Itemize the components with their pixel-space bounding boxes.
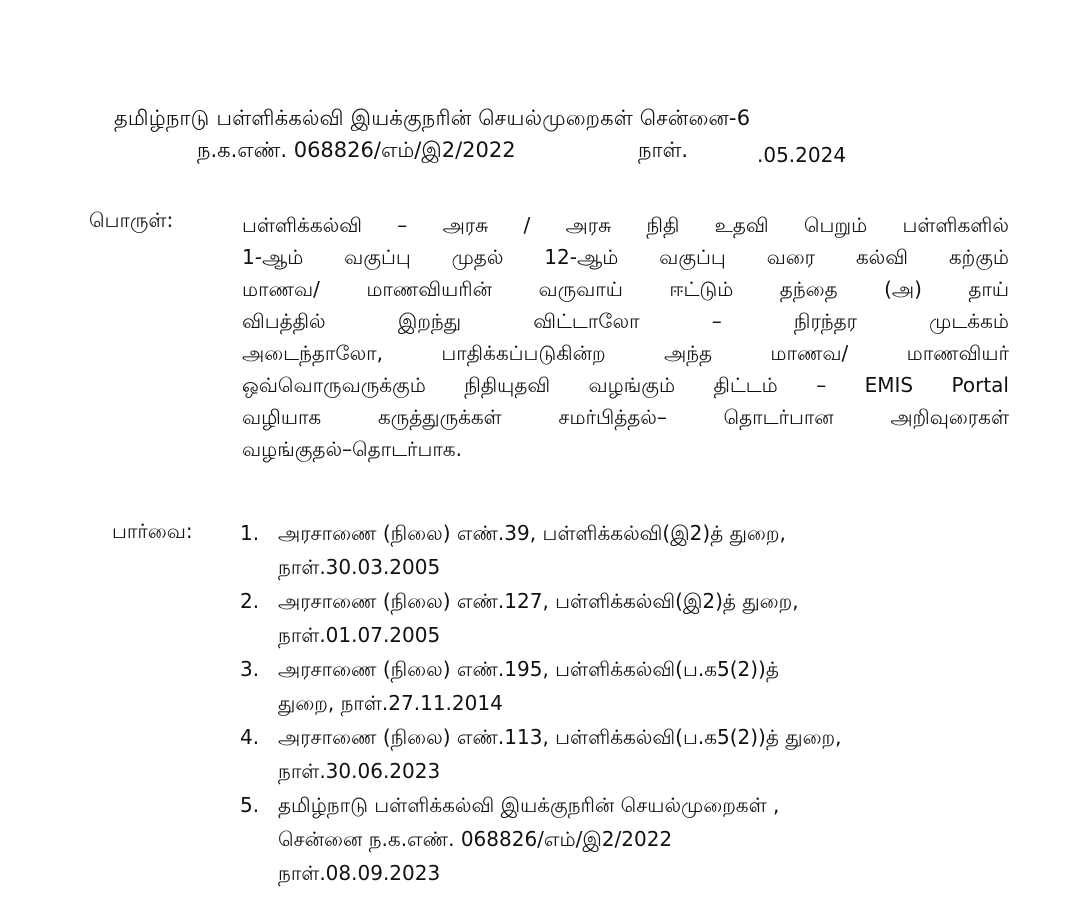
subject-line: வழியாக கருத்துருக்கள் சமர்பித்தல்– தொடர்பான அறிவுரைகள் xyxy=(242,405,1009,429)
reference-date: நாள்.01.07.2005 xyxy=(278,623,441,647)
reference-text: அரசாணை (நிலை) எண்.195, பள்ளிக்கல்வி(ப.க5(2))த் xyxy=(278,657,779,681)
reference-item xyxy=(240,721,1030,789)
subject-line: பள்ளிக்கல்வி – அரசு / அரசு நிதி உதவி பெறும் பள்ளிகளில் xyxy=(242,213,1009,237)
office-title: தமிழ்நாடு பள்ளிக்கல்வி இயக்குநரின் செயல்முறைகள் சென்னை-6 xyxy=(114,106,751,130)
subject-line: 1-ஆம் வகுப்பு முதல் 12-ஆம் வகுப்பு வரை கல்வி கற்கும் xyxy=(242,245,1009,269)
reference-text: அரசாணை (நிலை) எண்.127, பள்ளிக்கல்வி(இ2)த் துறை, xyxy=(278,589,799,613)
subject-text xyxy=(242,209,1009,465)
reference-number: ந.க.எண். 068826/எம்/இ2/2022 xyxy=(197,138,516,162)
reference-number-label: 2. xyxy=(240,589,260,613)
subject-label: பொருள்: xyxy=(89,208,174,232)
reference-text-continued: சென்னை ந.க.எண். 068826/எம்/இ2/2022 xyxy=(278,827,673,851)
subject-line: விபத்தில் இறந்து விட்டாலோ – நிரந்தர முடக்கம் xyxy=(242,309,1009,333)
reference-date: நாள்.30.06.2023 xyxy=(278,759,441,783)
reference-item xyxy=(240,517,1030,585)
reference-number-label: 5. xyxy=(240,793,260,817)
subject-line: ஒவ்வொருவருக்கும் நிதியுதவி வழங்கும் திட்டம் – EMIS Portal xyxy=(242,373,1009,397)
reference-date: துறை, நாள்.27.11.2014 xyxy=(278,691,503,715)
reference-text: தமிழ்நாடு பள்ளிக்கல்வி இயக்குநரின் செயல்முறைகள் , xyxy=(278,793,780,817)
reference-item xyxy=(240,653,1030,721)
references-label: பார்வை: xyxy=(112,519,193,543)
date-label: நாள். xyxy=(638,138,689,162)
references-list xyxy=(240,517,1030,899)
reference-item xyxy=(240,585,1030,653)
reference-number-label: 4. xyxy=(240,725,260,749)
reference-item xyxy=(240,789,1030,899)
subject-line: அடைந்தாலோ, பாதிக்கப்படுகின்ற அந்த மாணவ/ மாணவியர் xyxy=(242,341,1009,365)
reference-date: நாள்.08.09.2023 xyxy=(278,861,441,885)
reference-date: நாள்.30.03.2005 xyxy=(278,555,441,579)
date-value: .05.2024 xyxy=(757,143,847,167)
reference-text: அரசாணை (நிலை) எண்.113, பள்ளிக்கல்வி(ப.க5(2))த் துறை, xyxy=(278,725,842,749)
subject-line: வழங்குதல்–தொடர்பாக. xyxy=(242,437,462,461)
subject-line: மாணவ/ மாணவியரின் வருவாய் ஈட்டும் தந்தை (அ) தாய் xyxy=(242,277,1009,301)
reference-text: அரசாணை (நிலை) எண்.39, பள்ளிக்கல்வி(இ2)த் துறை, xyxy=(278,521,786,545)
reference-number-label: 1. xyxy=(240,521,260,545)
reference-number-label: 3. xyxy=(240,657,260,681)
